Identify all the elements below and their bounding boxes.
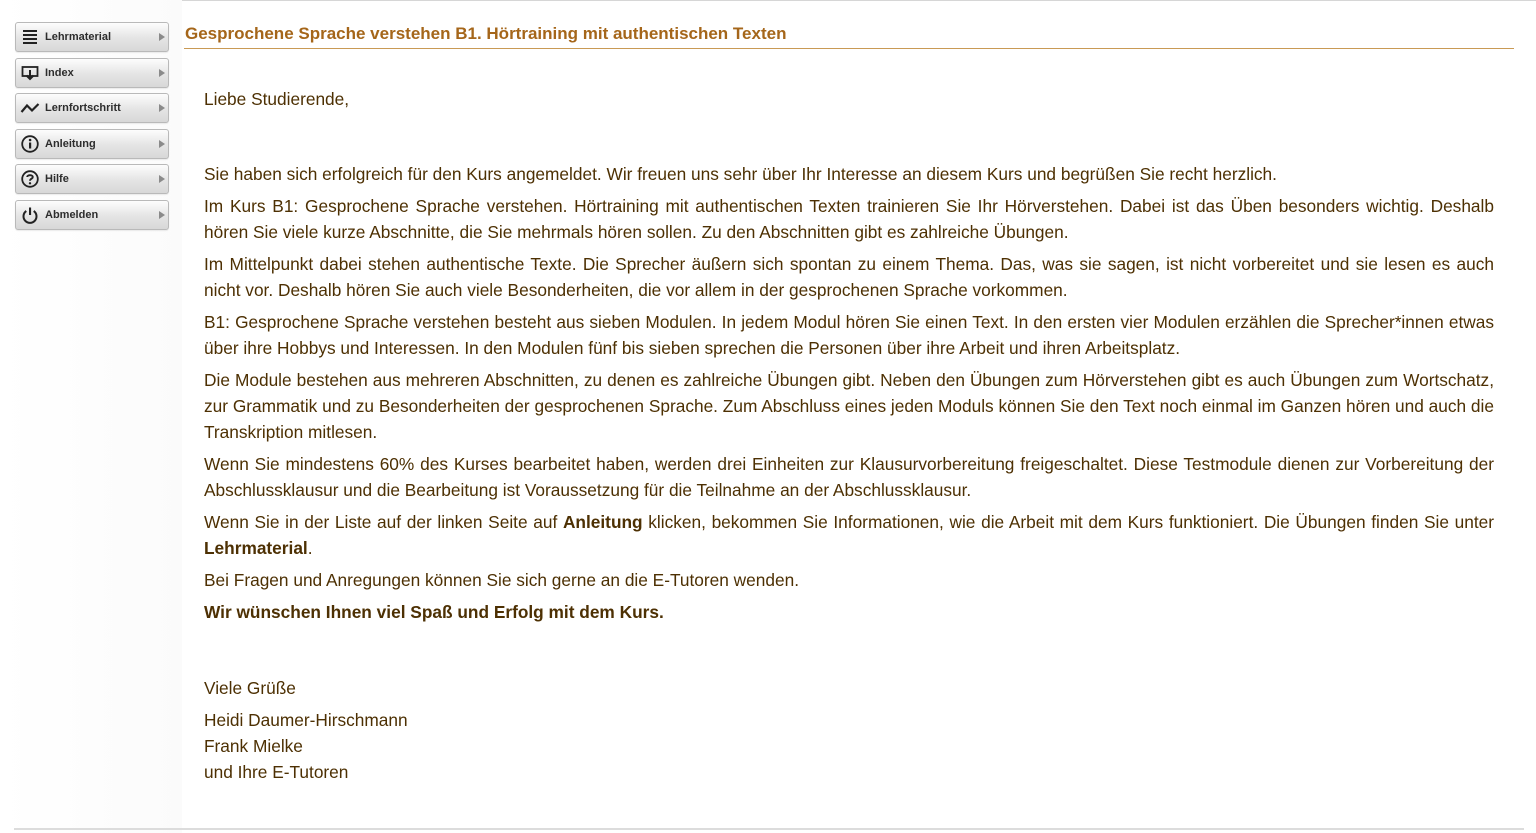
- paragraph-authentic-texts: Im Mittelpunkt dabei stehen authentische Texte. Die Sprecher äußern sich spontan zu einem Thema. Das, was sie sagen, ist nicht vorbereitet und sie lesen es auch nicht vor. Deshalb hören Sie auch viele Besonderheiten, die vor allem in der gesprochenen Sprache vorkommen.: [204, 254, 1494, 300]
- chevron-right-icon: [158, 68, 166, 78]
- bottom-divider: [14, 828, 1524, 830]
- sidebar: [0, 0, 182, 833]
- sidebar-item-label: Hilfe: [45, 173, 69, 185]
- sidebar-item-hilfe[interactable]: [15, 164, 169, 194]
- sidebar-item-anleitung[interactable]: [15, 129, 169, 159]
- index-icon: [20, 63, 40, 83]
- chevron-right-icon: [158, 174, 166, 184]
- sidebar-item-index[interactable]: [15, 58, 169, 88]
- paragraph-exam-prep: Wenn Sie mindestens 60% des Kurses bearbeitet haben, werden drei Einheiten zur Klausurvorbereitung freigeschaltet. Diese Testmodule dienen zur Vorbereitung der Abschlussklausur und die Bearbeitung ist Voraussetzung für die Teilnahme an der Abschlussklausur.: [204, 454, 1494, 500]
- signature-name: Heidi Daumer-Hirschmann: [204, 710, 408, 730]
- text-span: klicken, bekommen Sie Informationen, wie die Arbeit mit dem Kurs funktioniert. Die Übungen finden Sie unter: [642, 512, 1495, 532]
- title-divider: [184, 48, 1514, 49]
- sidebar-item-label: Abmelden: [45, 209, 99, 221]
- lehrmaterial-reference: Lehrmaterial: [204, 538, 308, 558]
- signature-name: und Ihre E-Tutoren: [204, 762, 349, 782]
- signature-name: Frank Mielke: [204, 736, 303, 756]
- anleitung-reference: Anleitung: [562, 512, 643, 532]
- list-icon: [20, 27, 40, 47]
- sidebar-item-lernfortschritt[interactable]: [15, 93, 169, 123]
- power-icon: [20, 205, 40, 225]
- text-span: Wenn Sie in der Liste auf der linken Seite auf: [204, 512, 563, 532]
- info-icon: [20, 134, 40, 154]
- sidebar-item-label: Lernfortschritt: [45, 102, 121, 114]
- page-title: Gesprochene Sprache verstehen B1. Hörtraining mit authentischen Texten: [185, 24, 787, 43]
- sidebar-item-label: Lehrmaterial: [45, 31, 112, 43]
- paragraph-registration: Sie haben sich erfolgreich für den Kurs angemeldet. Wir freuen uns sehr über Ihr Interesse an diesem Kurs und begrüßen Sie recht herzlich.: [204, 164, 1277, 184]
- paragraph-navigation-hint: [204, 509, 1494, 561]
- closing: Viele Grüße: [204, 678, 296, 698]
- sidebar-item-abmelden[interactable]: [15, 200, 169, 230]
- paragraph-course-intro: Im Kurs B1: Gesprochene Sprache verstehen. Hörtraining mit authentischen Texten trainieren Sie Ihr Hörverstehen. Dabei ist das Üben besonders wichtig. Deshalb hören Sie viele kurze Abschnitte, die Sie mehrmals hören sollen. Zu den Abschnitten gibt es zahlreiche Übungen.: [204, 196, 1494, 242]
- paragraph-wishes: Wir wünschen Ihnen viel Spaß und Erfolg mit dem Kurs.: [204, 602, 664, 622]
- help-icon: [20, 169, 40, 189]
- sidebar-item-label: Anleitung: [45, 138, 96, 150]
- progress-line-icon: [20, 98, 40, 118]
- paragraph-modules: B1: Gesprochene Sprache verstehen besteht aus sieben Modulen. In jedem Modul hören Sie einen Text. In den ersten vier Modulen erzählen die Sprecher*innen etwas über ihre Hobbys und Interessen. In den Modulen fünf bis sieben sprechen die Personen über ihre Arbeit und ihren Arbeitsplatz.: [204, 312, 1494, 358]
- window-top-border: [0, 0, 1536, 1]
- chevron-right-icon: [158, 103, 166, 113]
- paragraph-contact: Bei Fragen und Anregungen können Sie sich gerne an die E-Tutoren wenden.: [204, 570, 800, 590]
- sidebar-item-lehrmaterial[interactable]: [15, 22, 169, 52]
- chevron-right-icon: [158, 139, 166, 149]
- sidebar-item-label: Index: [45, 67, 74, 79]
- text-span: .: [307, 538, 313, 558]
- chevron-right-icon: [158, 210, 166, 220]
- greeting: Liebe Studierende,: [204, 89, 350, 109]
- chevron-right-icon: [158, 32, 166, 42]
- paragraph-sections: Die Module bestehen aus mehreren Abschnitten, zu denen es zahlreiche Übungen gibt. Neben den Übungen zum Hörverstehen gibt es auch Übungen zum Wortschatz, zur Grammatik und zu Besonderheiten der gesprochenen Sprache. Zum Abschluss eines jeden Moduls können Sie den Text noch einmal im Ganzen hören und auch die Transkription mitlesen.: [204, 370, 1494, 442]
